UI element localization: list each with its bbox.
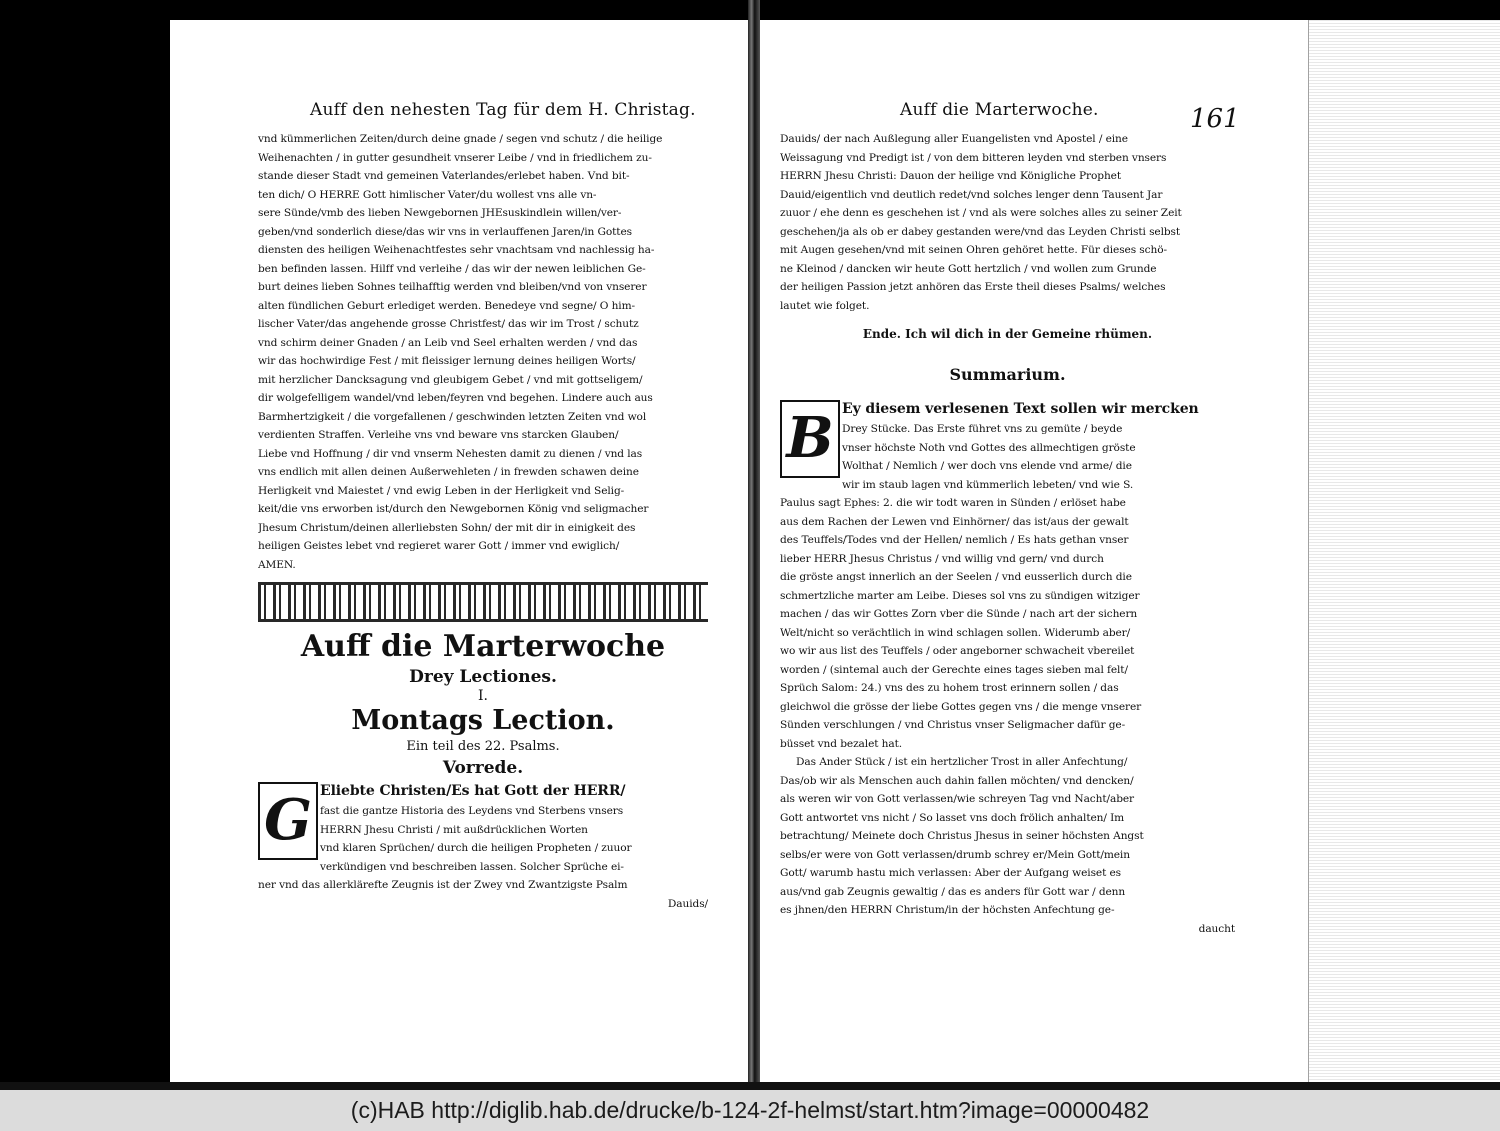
text-line: aus dem Rachen der Lewen vnd Einhörner/ das ist/aus der gewalt — [780, 515, 1129, 528]
text-line: Ey diesem verlesenen Text sollen wir mercken — [842, 401, 1199, 417]
drop-cap: G — [258, 782, 318, 860]
text-line: lieber HERR Jhesus Christus / vnd willig vnd gern/ vnd durch — [780, 552, 1104, 565]
catchword: daucht — [1198, 922, 1235, 935]
text-line: heiligen Geistes lebet vnd regieret warer Gott / immer vnd ewiglich/ — [258, 540, 620, 552]
text-line: Gott/ warumb hastu mich verlassen: Aber der Aufgang weiset es — [780, 867, 1122, 879]
text-line: geben/vnd sonderlich diese/das wir vns in verlauffenen Jaren/in Gottes — [258, 225, 632, 238]
text-line: dir wolgefelligem wandel/vnd leben/feyren vnd begehen. Lindere auch aus — [258, 392, 653, 404]
text-line: zuuor / ehe denn es geschehen ist / vnd als were solches alles zu seiner Zeit — [780, 207, 1182, 219]
text-line: selbs/er were von Gott verlassen/drumb schrey er/Mein Gott/mein — [780, 848, 1130, 861]
text-line: geschehen/ja als ob er dabey gestanden were/vnd das Leyden Christi selbst — [780, 225, 1181, 238]
text-line: keit/die vns erworben ist/durch den Newgebornen König vnd seligmacher — [258, 503, 649, 515]
text-line: Jhesum Christum/deinen allerliebsten Sohn/ der mit dir in einigkeit des — [258, 521, 636, 534]
text-line: aus/vnd gab Zeugnis gewaltig / das es anders für Gott war / denn — [780, 885, 1126, 898]
text-line: ne Kleinod / dancken wir heute Gott hertzlich / vnd wollen zum Grunde — [780, 262, 1157, 275]
text-line: Liebe vnd Hoffnung / dir vnd vnserm Nehesten damit zu dienen / vnd las — [258, 447, 643, 460]
text-line: es jhnen/den HERRN Christum/in der höchsten Anfechtung ge- — [780, 904, 1115, 916]
lection-title: Montags Lection. — [351, 705, 615, 736]
left-running-head: Auff den nehesten Tag für dem H. Christag. — [310, 100, 696, 120]
ornamental-border — [258, 582, 708, 622]
text-line: machen / das wir Gottes Zorn vber die Sünde / nach art der sichern — [780, 608, 1138, 620]
text-line: vnd schirm deiner Gnaden / an Leib vnd Seel erhalten werden / vnd das — [258, 336, 638, 349]
text-line: mit Augen gesehen/vnd mit seinen Ohren gehöret hette. Für dieses schö- — [780, 244, 1167, 256]
summarium-text — [780, 398, 1235, 938]
psalm-end-line: Ende. Ich wil dich in der Gemeine rhümen. — [862, 327, 1153, 341]
text-line: Gott antwortet vns nicht / So lasset vns doch frölich anhalten/ Im — [780, 811, 1125, 824]
text-line: vnser höchste Noth vnd Gottes des allmechtigen gröste — [842, 441, 1136, 454]
text-line: die gröste angst innerlich an der Seelen / vnd eusserlich durch die — [780, 571, 1132, 583]
text-line: Herligkeit vnd Maiestet / vnd ewig Leben in der Herligkeit vnd Selig- — [258, 484, 625, 497]
text-line: Barmhertzigkeit / die vorgefallenen / geschwinden letzten Zeiten vnd wol — [258, 410, 647, 423]
right-running-head: Auff die Marterwoche. — [900, 100, 1099, 120]
text-line: büsset vnd bezalet hat. — [780, 737, 903, 750]
text-line: Drey Stücke. Das Erste führet vns zu gemüte / beyde — [842, 423, 1123, 435]
text-line: Dauid/eigentlich vnd deutlich redet/vnd solches lenger denn Tausent Jar — [780, 188, 1163, 201]
text-line: wir im staub lagen vnd kümmerlich lebeten/ vnd wie S. — [842, 478, 1134, 491]
text-line: burt deines lieben Sohnes teilhafftig werden vnd bleiben/vnd von vnserer — [258, 281, 647, 293]
text-line: als weren wir von Gott verlassen/wie schreyen Tag vnd Nacht/aber — [780, 793, 1135, 805]
left-prayer-text — [258, 130, 708, 574]
text-line: Welt/nicht so verächtlich in wind schlagen sollen. Widerumb aber/ — [780, 626, 1131, 639]
text-line: Dauids/ der nach Außlegung aller Euangelisten vnd Apostel / eine — [780, 133, 1128, 145]
drop-cap: B — [780, 400, 840, 478]
text-line: verkündigen vnd beschreiben lassen. Solcher Sprüche ei- — [320, 860, 624, 873]
text-line: Wolthat / Nemlich / wer doch vns elende vnd arme/ die — [842, 460, 1132, 472]
text-line: Eliebte Christen/Es hat Gott der HERR/ — [320, 783, 626, 799]
summarium-heading: Summarium. — [949, 365, 1066, 384]
catchword: Dauids/ — [667, 897, 708, 910]
text-line: wir das hochwirdige Fest / mit fleissiger lernung deines heiligen Worts/ — [258, 355, 636, 367]
preface-text — [258, 780, 708, 913]
text-line: Paulus sagt Ephes: 2. die wir todt waren in Sünden / erlöset habe — [780, 497, 1126, 509]
lection-number: I. — [478, 688, 488, 704]
right-page-text — [780, 100, 1235, 938]
psalm-reference: Ein teil des 22. Psalms. — [406, 739, 560, 754]
text-line: AMEN. — [258, 558, 296, 571]
text-line: vns endlich mit allen deinen Außerwehleten / in frewden schawen deine — [258, 466, 639, 478]
text-line: Weihenachten / in gutter gesundheit vnserer Leibe / vnd in friedlichem zu- — [258, 151, 652, 164]
section-subtitle: Drey Lectiones. — [409, 667, 557, 687]
text-line: wo wir aus list des Teuffels / oder angeborner schwacheit vbereilet — [780, 645, 1135, 657]
text-line: ner vnd das allerklärefte Zeugnis ist der Zwey vnd Zwantzigste Psalm — [258, 879, 628, 891]
text-line: lischer Vater/das angehende grosse Christfest/ das wir im Trost / schutz — [258, 318, 639, 330]
text-line: der heiligen Passion jetzt anhören das Erste theil dieses Psalms/ welches — [780, 281, 1166, 293]
scan-border-bottom — [0, 1082, 1500, 1090]
text-line: schmertzliche marter am Leibe. Dieses sol vns zu sündigen witziger — [780, 589, 1140, 602]
text-line: vnd klaren Sprüchen/ durch die heiligen Propheten / zuuor — [320, 842, 632, 854]
text-line: alten fündlichen Geburt erlediget werden. Benedeye vnd segne/ O him- — [258, 299, 636, 312]
page-number: 161 — [1190, 104, 1240, 134]
text-line: Das Ander Stück / ist ein hertzlicher Trost in aller Anfechtung/ — [796, 756, 1128, 768]
text-line: Sünden verschlungen / vnd Christus vnser Seligmacher dafür ge- — [780, 719, 1126, 731]
text-line: verdienten Straffen. Verleihe vns vnd beware vns starcken Glauben/ — [258, 429, 619, 441]
text-line: diensten des heiligen Weihenachtfestes sehr vnachtsam vnd nachlessig ha- — [258, 244, 655, 256]
text-line: HERRN Jhesu Christi: Dauon der heilige vnd Königliche Prophet — [780, 170, 1122, 182]
text-line: ben befinden lassen. Hilff vnd verleihe / das wir der newen leiblichen Ge- — [258, 262, 646, 275]
text-line: ten dich/ O HERRE Gott himlischer Vater/du wollest vns alle vn- — [258, 188, 597, 201]
text-line: mit herzlicher Dancksagung vnd gleubigem Gebet / vnd mit gottseligem/ — [258, 373, 643, 386]
text-line: Weissagung vnd Predigt ist / von dem bitteren leyden vnd sterben vnsers — [780, 151, 1167, 164]
copyright-caption: (c)HAB http://diglib.hab.de/drucke/b-124-2f-helmst/start.htm?image=00000482 — [0, 1090, 1500, 1131]
book-gutter — [748, 0, 760, 1090]
text-line: fast die gantze Historia des Leydens vnd Sterbens vnsers — [320, 805, 624, 817]
left-page-text — [258, 100, 708, 913]
preface-heading: Vorrede. — [442, 758, 524, 778]
text-line: lautet wie folget. — [780, 299, 870, 312]
text-line: vnd kümmerlichen Zeiten/durch deine gnade / segen vnd schutz / die heilige — [258, 133, 663, 145]
text-line: worden / (sintemal auch der Gerechte eines tages sieben mal felt/ — [780, 663, 1128, 676]
text-line: des Teuffels/Todes vnd der Hellen/ nemlich / Es hats gethan vnser — [780, 534, 1129, 546]
text-line: sere Sünde/vmb des lieben Newgebornen JHEsuskindlein willen/ver- — [258, 207, 622, 219]
page-edges — [1308, 20, 1500, 1082]
text-line: betrachtung/ Meinete doch Christus Jhesus in seiner höchsten Angst — [780, 830, 1144, 842]
text-line: HERRN Jhesu Christi / mit außdrücklichen Worten — [320, 823, 588, 836]
text-line: stande dieser Stadt vnd gemeinen Vaterlandes/erlebet haben. Vnd bit- — [258, 170, 630, 182]
section-title: Auff die Marterwoche — [300, 629, 666, 664]
right-intro-text — [780, 130, 1235, 315]
text-line: Das/ob wir als Menschen auch dahin fallen möchten/ vnd dencken/ — [780, 774, 1134, 787]
text-line: Sprüch Salom: 24.) vns des zu hohem trost erinnern sollen / das — [780, 682, 1119, 694]
scan-border-left — [0, 0, 170, 1090]
text-line: gleichwol die grösse der liebe Gottes gegen vns / die menge vnserer — [780, 700, 1142, 713]
